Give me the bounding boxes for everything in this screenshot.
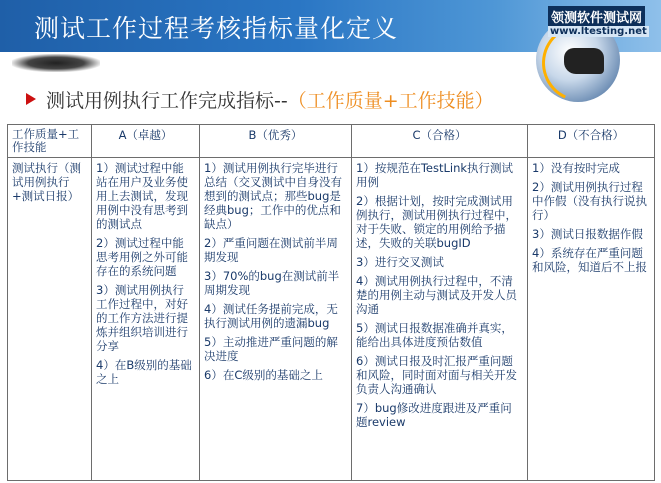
list-item: 1）测试用例执行完毕进行总结（交叉测试中自身没有想到的测试点；那些bug是经典bug；工作中的优点和缺点）: [204, 161, 342, 231]
list-item: 4）在B级别的基础之上: [96, 358, 192, 386]
site-logo: [528, 2, 661, 90]
list-item: 2）严重问题在测试前半周期发现: [204, 236, 338, 264]
list-item: 1）测试过程中能站在用户及业务使用上去测试，发现用例中没有思考到的测试点: [96, 161, 188, 231]
metrics-table: [7, 124, 655, 481]
table-header-row: [8, 125, 655, 158]
cell-a: [92, 158, 200, 481]
list-item: 4）系统存在严重问题和风险，知道后不上报: [532, 246, 647, 274]
row-label-cell: 测试执行（测试用例执行+测试日报）: [8, 158, 92, 481]
list-item: 1）按规范在TestLink执行测试用例: [356, 161, 514, 189]
logo-text: 领测软件测试网: [548, 6, 645, 27]
list-item: 5）测试日报数据准确并真实，能给出具体进度预估数值: [356, 321, 513, 349]
header-cell-a: A（卓越）: [92, 125, 200, 158]
bullet-arrow-icon: [26, 93, 36, 105]
list-item: 6）在C级别的基础之上: [204, 368, 323, 382]
blurred-mark: [12, 54, 100, 72]
cell-b: [200, 158, 352, 481]
list-item: 3）测试日报数据作假: [532, 227, 643, 241]
cell-d: [528, 158, 655, 481]
page-title: 测试工作过程考核指标量化定义: [34, 14, 399, 43]
list-item: 6）测试日报及时汇报严重问题和风险，同时面对面与相关开发负责人沟通确认: [356, 354, 517, 396]
list-item: 4）测试任务提前完成，无执行测试用例的遗漏bug: [204, 302, 338, 330]
list-item: 2）测试过程中能思考用例之外可能存在的系统问题: [96, 236, 188, 278]
list-item: 2）根据计划，按时完成测试用例执行，测试用例执行过程中，对于失败、锁定的用例给予描述，失败的关联bugID: [356, 194, 517, 250]
subtitle-main: 测试用例执行工作完成指标--: [46, 90, 288, 112]
header-cell-c: C（合格）: [352, 125, 528, 158]
list-item: 2）测试用例执行过程中作假（没有执行说执行）: [532, 180, 647, 222]
cell-c: [352, 158, 528, 481]
list-item: 3）70%的bug在测试前半周期发现: [204, 269, 340, 297]
subtitle-accent: （工作质量+工作技能）: [287, 90, 494, 112]
header-cell-d: D（不合格）: [528, 125, 655, 158]
list-item: 3）测试用例执行工作过程中，对好的工作方法进行提炼并组织培训进行分享: [96, 283, 188, 353]
header-cell-b: B（优秀）: [200, 125, 352, 158]
section-subtitle: [26, 86, 494, 113]
header-cell-criteria: 工作质量+工作技能: [8, 125, 92, 158]
list-item: 4）测试用例执行过程中，不清楚的用例主动与测试及开发人员沟通: [356, 274, 517, 316]
logo-url: www.ltesting.net: [550, 26, 647, 37]
list-item: 1）没有按时完成: [532, 161, 620, 175]
list-item: 5）主动推进严重问题的解决进度: [204, 335, 338, 363]
hand-icon: [564, 48, 604, 74]
list-item: 7）bug修改进度跟进及严重问题review: [356, 401, 512, 429]
list-item: 3）进行交叉测试: [356, 255, 444, 269]
table-row: [8, 158, 655, 481]
